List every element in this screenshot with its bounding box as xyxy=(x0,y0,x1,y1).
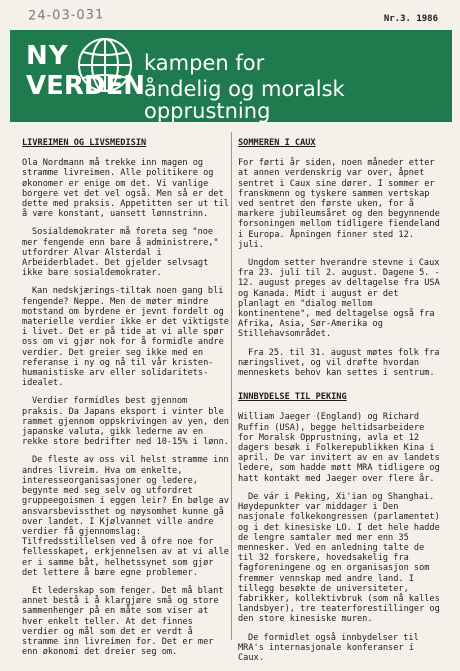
article-paragraph: Ola Nordmann må trekke inn magen og stramme livreimen. Alle politikere og økonomer er enige om det. Vi vanlige borgere vet det vel også. Men så er det dette med praksis. Appetitten ser ut til å være konstant, uansett lønnstrinn. xyxy=(22,158,229,220)
logo-text-ny: NY xyxy=(26,41,69,71)
handwritten-date: 24-03-031 xyxy=(27,7,105,24)
article-paragraph: William Jaeger (England) og Richard Ruffin (USA), begge heltidsarbeidere for Moralsk Opprustning, avla et 12 dagers besøk i Folkerepublikken Kina i april. De var invitert av en av landets ledere, som hadde møtt MRA tidligere og hatt kontakt med Jaeger over flere år. xyxy=(238,412,440,484)
article-paragraph: Sosialdemokrater må foreta seg "noe mer fengende enn bare å administrere," utfordrer Alvar Alsterdal i Arbeiderbladet. Det gjelder selvsagt ikke bare sosialdemokrater. xyxy=(22,227,219,279)
right-column xyxy=(238,138,442,671)
tagline-line-1: kampen for xyxy=(144,51,265,75)
article-paragraph: Kan nedskjærings-tiltak noen gang bli fengende? Neppe. Men de møter mindre motstand om byrdene er jevnt fordelt og materielle verdier ikke er det viktigste i livet. Det er på tide at vi alle spør oss om vi gjør nok for å formidle andre verdier. Det greier seg ikke med en referanse i ny og nå til vår kristen-humanistiske arv eller solidaritets-idealet. xyxy=(22,286,229,389)
column-divider xyxy=(231,132,232,640)
article-paragraph: De vár i Peking, Xi'ian og Shanghai. Høydepunkter var middager i Den nasjonale folkekongressen (parlamentet) og i det kinesiske LO. I det hele hadde de lengre samtaler med mer enn 35 mennesker. Ved en anledning talte de til 32 forskere, hovedsakelig fra fagforeningene og en organisasjon som fremmer vennskap med andre land. I tillegg besøkte de universiteter, fabrikker, kollektivbruk (som nå kalles landsbyer), tre teaterforestillinger og den store kinesiske muren. xyxy=(238,491,440,625)
article-title-caux: SOMMEREN I CAUX xyxy=(238,138,316,148)
article-paragraph: For førti år siden, noen måneder etter at annen verdenskrig var over, åpnet sentret i Caux sine dører. I sommer er franskmenn og tyskere sammen vertskap ved sentret den første uken, for å markere jubileumsåret og den begynnende forsoningen mellom tidligere fiendeland i Europa. Åpningen finner sted 12. juli. xyxy=(238,158,440,250)
logo-text-verden: VERDEN xyxy=(26,71,146,101)
masthead-banner xyxy=(10,30,452,122)
article-title-livreimen: LIVREIMEN OG LIVSMEDISIN xyxy=(22,138,147,148)
article-paragraph: De fleste av oss vil helst stramme inn andres livreim. Hva om enkelte, interesseorganisasjoner og ledere, begynte med seg selv og utfordret gruppeegoismen i eggen leir? En bølge av ansvarsbevissthet og nøysomhet kunne gå over landet. I Kjølvannet ville andre verdier få gjennomslag: Tilfredsstillelsen ved å ofre noe for fellesskapet, erkjennelsen av at vi alle er i samme båt, helhetssynet som gjør det lettere å bære egne problemer. xyxy=(22,455,229,578)
left-column xyxy=(22,138,230,665)
article-paragraph: Fra 25. til 31. august møtes folk fra næringslivet, og vil drøfte hvordan menneskets behov kan settes i sentrum. xyxy=(238,347,440,379)
article-title-peking: INNBYDELSE TIL PEKING xyxy=(238,392,347,403)
article-paragraph: Et lederskap som fenger. Det må blant annet bestå i å klargjøre små og store sammenhenger på en måte som viser at hver enkelt teller. At det finnes verdier og mål som det er verdt å stramme inn livreimen for. Det er mer enn økonomi det dreier seg om. xyxy=(22,585,224,658)
tagline-line-2: åndelig og moralsk opprustning xyxy=(144,77,345,123)
article-paragraph: Ungdom setter hverandre stevne i Caux fra 23. juli til 2. august. Dagene 5. - 12. august preges av deltagelse fra USA og Kanada. Midt i august er det planlagt en "dialog mellom kontinentene", med deltagelse også fra Afrika, Asia, Sør-Amerika og Stillehavsområdet. xyxy=(238,258,440,340)
globe-icon xyxy=(76,36,134,94)
issue-number: Nr.3. 1986 xyxy=(383,14,438,24)
article-paragraph: Verdier formidles best gjennom praksis. Da Japans eksport i vinter ble rammet gjennom oppskrivingen av yen, den japanske valuta, gikk lederne av en rekke store bedrifter ned 10-15% i lønn. xyxy=(22,396,229,448)
article-paragraph: De formidlet også innbydelser til MRA's internasjonale konferanser i Caux. xyxy=(238,632,419,663)
